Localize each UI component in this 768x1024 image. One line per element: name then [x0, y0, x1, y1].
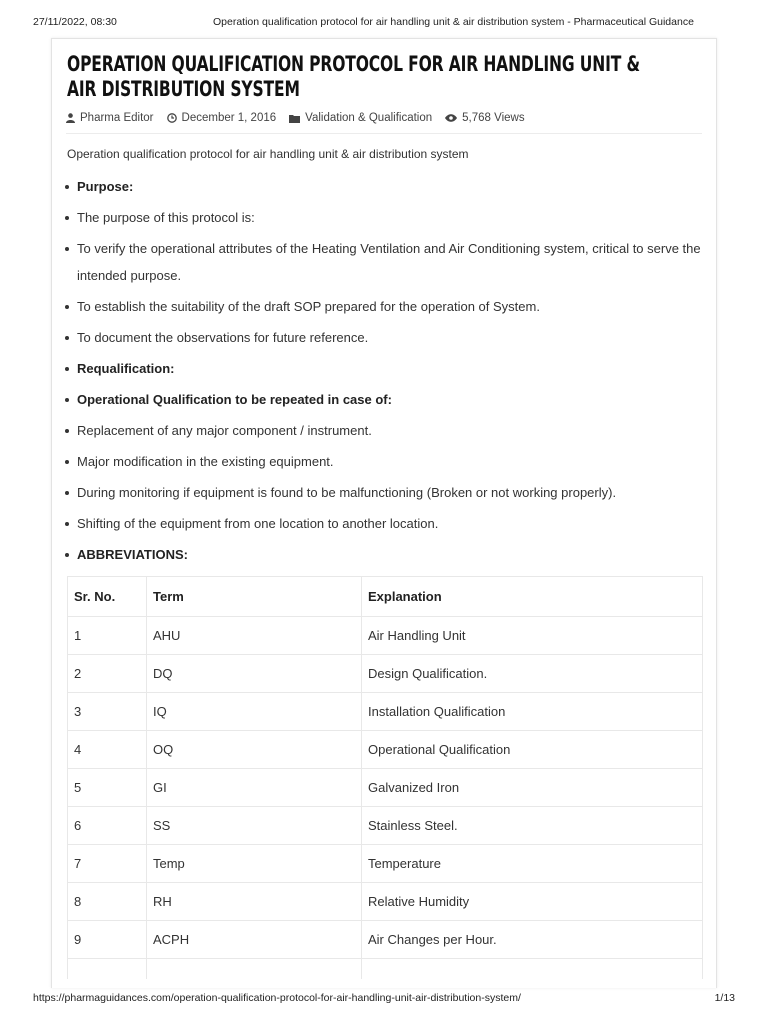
table-row	[68, 883, 703, 921]
table-cell: AHU	[147, 617, 362, 655]
eye-icon	[445, 114, 457, 122]
table-row	[68, 921, 703, 959]
article-card	[51, 38, 717, 988]
abbreviations-table	[67, 576, 703, 979]
article-title: OPERATION QUALIFICATION PROTOCOL FOR AIR HANDLING UNIT & AIR DISTRIBUTION SYSTEM	[67, 52, 640, 101]
list-item: Replacement of any major component / instrument.	[62, 417, 712, 444]
table-row	[68, 617, 703, 655]
table-header-row	[68, 577, 703, 617]
print-footer	[33, 992, 735, 1006]
table-cell: 6	[68, 807, 147, 845]
view-count: 5,768 Views	[462, 112, 525, 124]
table-cell: 8	[68, 883, 147, 921]
table-cell: Air Handling Unit	[362, 617, 703, 655]
table-cell: SS	[147, 807, 362, 845]
category-link[interactable]: Validation & Qualification	[305, 112, 433, 124]
print-date: 27/11/2022, 08:30	[33, 16, 117, 28]
list-item: Major modification in the existing equipment.	[62, 448, 712, 475]
table-row	[68, 769, 703, 807]
table-cell: DQ	[147, 655, 362, 693]
table-cell: RH	[147, 883, 362, 921]
list-item: To verify the operational attributes of the Heating Ventilation and Air Conditioning system, critical to serve the intended purpose.	[62, 235, 712, 289]
table-cell: Stainless Steel.	[362, 807, 703, 845]
list-item: During monitoring if equipment is found to be malfunctioning (Broken or not working properly).	[62, 479, 712, 506]
column-header: Sr. No.	[68, 577, 147, 617]
meta-divider	[66, 133, 702, 134]
table-cell: 3	[68, 693, 147, 731]
table-cell: 9	[68, 921, 147, 959]
table-cell: 2	[68, 655, 147, 693]
list-item: Requalification:	[62, 355, 712, 382]
table-row	[68, 731, 703, 769]
table-cell	[362, 959, 703, 979]
list-item: To document the observations for future reference.	[62, 324, 712, 351]
list-item: To establish the suitability of the draft SOP prepared for the operation of System.	[62, 293, 712, 320]
intro-text: Operation qualification protocol for air handling unit & air distribution system	[67, 147, 469, 161]
meta-category[interactable]	[289, 112, 432, 124]
meta-date	[167, 112, 277, 124]
table-cell: Relative Humidity	[362, 883, 703, 921]
clock-icon	[167, 113, 177, 123]
table-cell	[68, 959, 147, 979]
table-row-partial	[68, 959, 703, 979]
table-cell	[147, 959, 362, 979]
table-cell: GI	[147, 769, 362, 807]
folder-icon	[289, 114, 300, 123]
table-cell: 4	[68, 731, 147, 769]
table-cell: Air Changes per Hour.	[362, 921, 703, 959]
table-cell: ACPH	[147, 921, 362, 959]
table-cell: Design Qualification.	[362, 655, 703, 693]
page-url: https://pharmaguidances.com/operation-qualification-protocol-for-air-handling-unit-air-distribution-system/	[33, 992, 521, 1004]
table-cell: Temperature	[362, 845, 703, 883]
list-item: Operational Qualification to be repeated in case of:	[62, 386, 712, 413]
table-row	[68, 655, 703, 693]
bullet-list	[62, 173, 712, 572]
table-cell: Installation Qualification	[362, 693, 703, 731]
print-header	[33, 16, 735, 30]
author-name: Pharma Editor	[80, 112, 154, 124]
table-cell: Operational Qualification	[362, 731, 703, 769]
print-document-title: Operation qualification protocol for air handling unit & air distribution system - Pharmaceutical Guidance	[213, 16, 694, 28]
list-item: Shifting of the equipment from one location to another location.	[62, 510, 712, 537]
publish-date: December 1, 2016	[181, 112, 277, 124]
table-cell: 1	[68, 617, 147, 655]
user-icon	[66, 113, 75, 123]
meta-views	[445, 112, 524, 124]
table-cell: IQ	[147, 693, 362, 731]
page-number: 1/13	[714, 992, 735, 1004]
column-header: Explanation	[362, 577, 703, 617]
table-row	[68, 845, 703, 883]
table-cell: Temp	[147, 845, 362, 883]
table-cell: OQ	[147, 731, 362, 769]
article-meta	[66, 112, 538, 124]
table-row	[68, 693, 703, 731]
meta-author[interactable]	[66, 112, 154, 124]
table-cell: 7	[68, 845, 147, 883]
list-item: The purpose of this protocol is:	[62, 204, 712, 231]
table-cell: Galvanized Iron	[362, 769, 703, 807]
list-item: ABBREVIATIONS:	[62, 541, 712, 568]
list-item: Purpose:	[62, 173, 712, 200]
table-cell: 5	[68, 769, 147, 807]
table-row	[68, 807, 703, 845]
column-header: Term	[147, 577, 362, 617]
